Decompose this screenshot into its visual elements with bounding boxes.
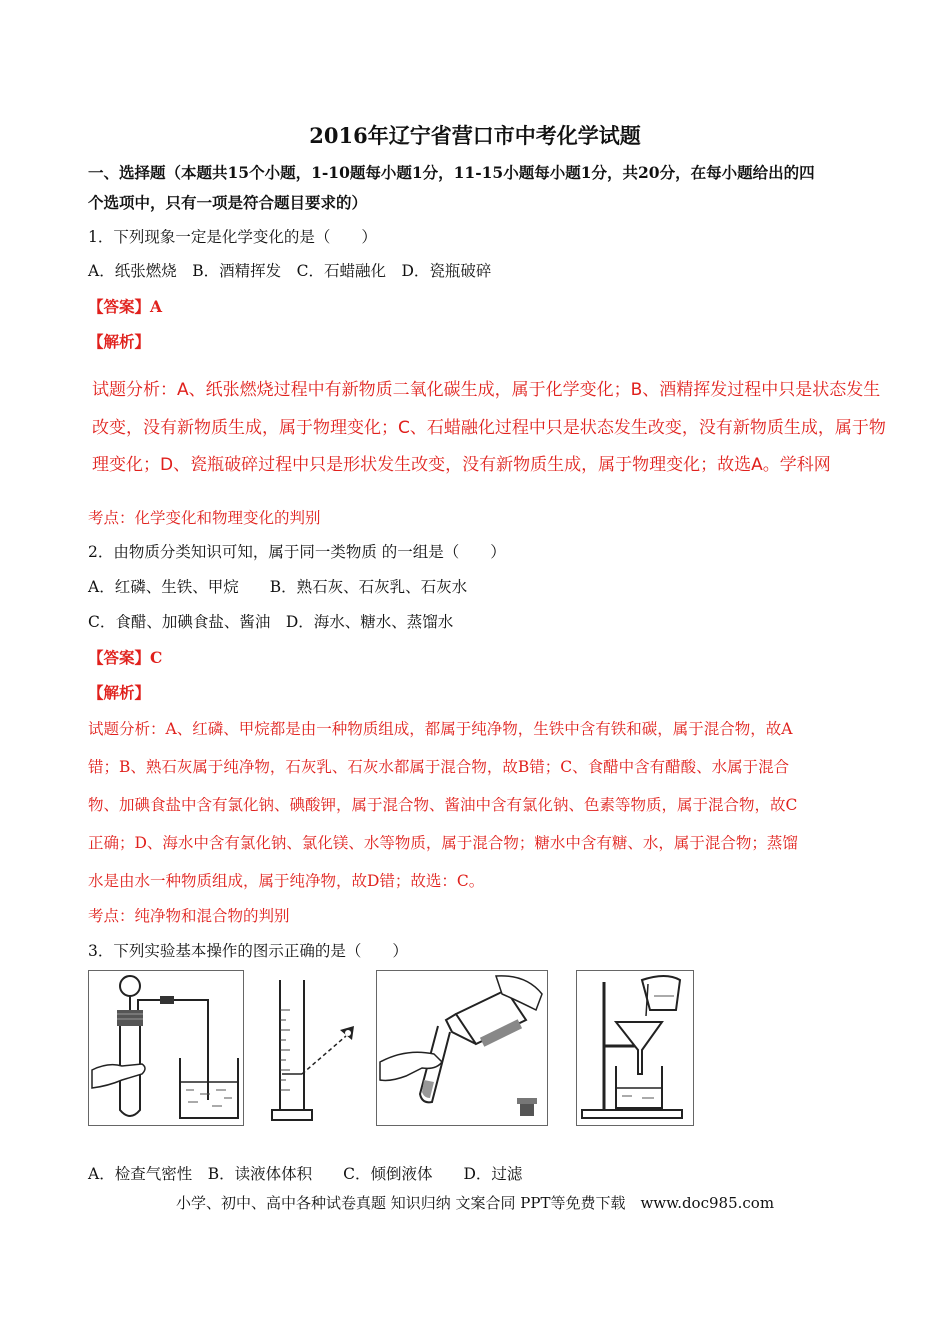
q3-stem: 3．下列实验基本操作的图示正确的是（ ） — [88, 942, 408, 960]
figure-pour-liquid — [376, 970, 548, 1126]
q1-stem: 1．下列现象一定是化学变化的是（ ） — [88, 228, 377, 246]
figure-check-airtightness — [88, 970, 244, 1126]
q1-answer: 【答案】A — [88, 297, 163, 316]
q2-analysis-line1: 试题分析：A、红磷、甲烷都是由一种物质组成，都属于纯净物，生铁中含有铁和碳，属于混合物，故A — [88, 720, 793, 738]
section-heading-line2: 个选项中，只有一项是符合题目要求的） — [88, 193, 368, 212]
q2-analysis-label: 【解析】 — [88, 683, 151, 702]
q1-analysis-line1: 试题分析：A、纸张燃烧过程中有新物质二氧化碳生成，属于化学变化；B、酒精挥发过程中只是状态发生 — [92, 380, 881, 400]
q1-analysis-label: 【解析】 — [88, 332, 151, 351]
page-title: 2016年辽宁省营口市中考化学试题 — [309, 123, 641, 148]
q1-options: A．纸张燃烧 B．酒精挥发 C．石蜡融化 D．瓷瓶破碎 — [88, 262, 492, 280]
q2-analysis-line3: 物、加碘食盐中含有氯化钠、碘酸钾，属于混合物、酱油中含有氯化钠、色素等物质，属于混合物，故C — [88, 796, 798, 814]
page-footer: 小学、初中、高中各种试卷真题 知识归纳 文案合同 PPT等免费下载 www.doc985.com — [175, 1194, 775, 1212]
q2-answer: 【答案】C — [88, 648, 163, 667]
q2-kaodian: 考点：纯净物和混合物的判别 — [88, 907, 290, 925]
figure-filtration — [576, 970, 694, 1126]
section-heading-line1: 一、选择题（本题共15个小题，1-10题每小题1分，11-15小题每小题1分，共20分，在每小题给出的四 — [88, 163, 815, 182]
q2-analysis-line2: 错；B、熟石灰属于纯净物，石灰乳、石灰水都属于混合物，故B错；C、食醋中含有醋酸、水属于混合 — [88, 758, 790, 776]
q2-stem: 2．由物质分类知识可知，属于同一类物质 的一组是（ ） — [88, 543, 506, 561]
q2-analysis-line4: 正确；D、海水中含有氯化钠、氯化镁、水等物质，属于混合物；糖水中含有糖、水，属于混合物；蒸馏 — [88, 834, 798, 852]
q1-kaodian: 考点：化学变化和物理变化的判别 — [88, 509, 321, 527]
q1-analysis-line3: 理变化；D、瓷瓶破碎过程中只是形状发生改变，没有新物质生成，属于物理变化；故选A。学科网 — [92, 455, 831, 475]
figure-read-volume — [262, 970, 362, 1126]
q2-analysis-line5: 水是由水一种物质组成，属于纯净物，故D错；故选：C。 — [88, 872, 485, 890]
q1-analysis-line2: 改变，没有新物质生成，属于物理变化；C、石蜡融化过程中只是状态发生改变，没有新物质生成，属于物 — [92, 418, 886, 438]
q3-options: A．检查气密性 B．读液体体积 C．倾倒液体 D．过滤 — [88, 1165, 523, 1183]
q2-options-line2: C．食醋、加碘食盐、酱油 D．海水、糖水、蒸馏水 — [88, 613, 454, 631]
q2-options-line1: A．红磷、生铁、甲烷 B．熟石灰、石灰乳、石灰水 — [88, 578, 468, 596]
